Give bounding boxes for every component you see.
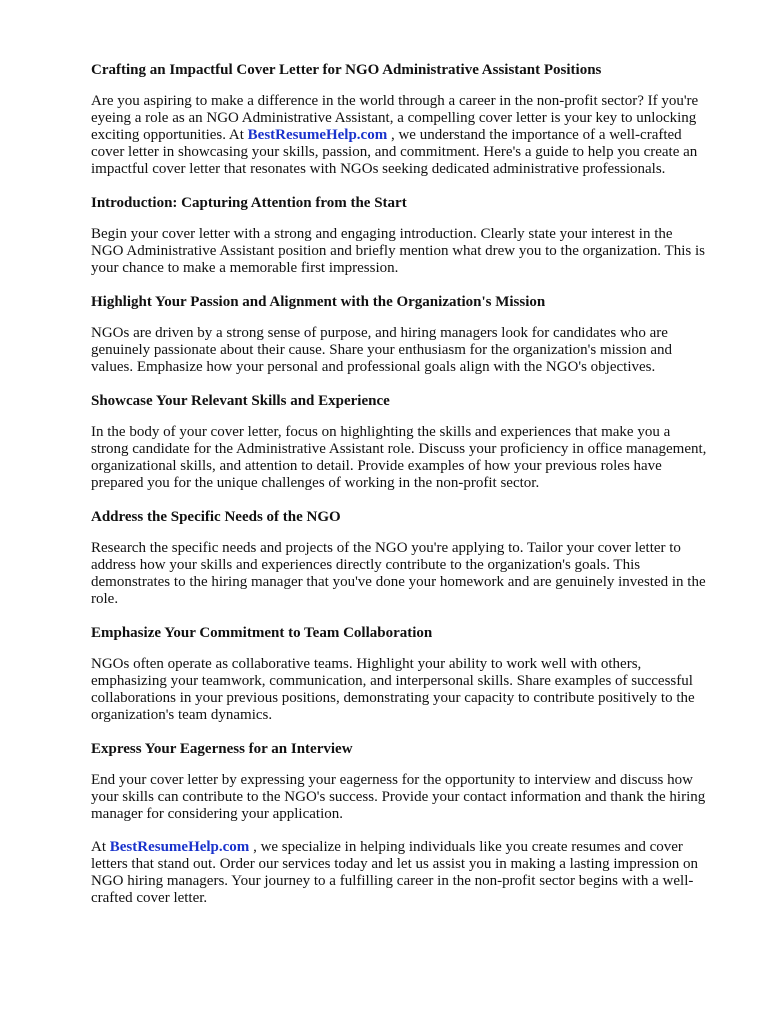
closing-text-after: , we specialize in helping individuals like you create resumes and cover letters that stand out. Order our services today and let us assist you in making a lasting impression on NGO hiring managers. Your journey to a fulfilling career in the non-profit sector begins with a well-crafted cover letter. xyxy=(91,839,698,906)
section-body-interview: End your cover letter by expressing your eagerness for the opportunity to interview and discuss how your skills can contribute to the NGO's success. Provide your contact information and thank the hiring manager for considering your application. xyxy=(91,772,706,822)
section-body-skills: In the body of your cover letter, focus on highlighting the skills and experiences that make you a strong candidate for the Administrative Assistant role. Discuss your proficiency in office management, organizational skills, and attention to detail. Provide examples of how your previous roles have prepared you for the unique challenges of working in the non-profit sector. xyxy=(91,424,707,491)
closing-paragraph xyxy=(91,839,708,907)
intro-paragraph xyxy=(91,93,708,178)
section-heading-interview: Express Your Eagerness for an Interview xyxy=(91,741,353,757)
section-body-needs: Research the specific needs and projects of the NGO you're applying to. Tailor your cover letter to address how your skills and experiences directly contribute to the organization's goals. This demonstrates to the hiring manager that you've done your homework and are genuinely invested in the role. xyxy=(91,540,706,607)
section-body-passion: NGOs are driven by a strong sense of purpose, and hiring managers look for candidates who are genuinely passionate about their cause. Share your enthusiasm for the organization's mission and values. Emphasize how your personal and professional goals align with the NGO's objectives. xyxy=(91,325,673,375)
section-body-collaboration: NGOs often operate as collaborative teams. Highlight your ability to work well with others, emphasizing your teamwork, communication, and interpersonal skills. Share examples of successful collaborations in your previous positions, demonstrating your capacity to contribute positively to the organization's team dynamics. xyxy=(91,656,695,723)
bestresumehelp-link-closing[interactable]: BestResumeHelp.com xyxy=(109,839,250,855)
bestresumehelp-link-intro[interactable]: BestResumeHelp.com xyxy=(247,127,388,143)
document-title: Crafting an Impactful Cover Letter for NGO Administrative Assistant Positions xyxy=(91,62,602,78)
intro-text-before: Are you aspiring to make a difference in the world through a career in the non-profit sector? If you're eyeing a role as an NGO Administrative Assistant, a compelling cover letter is your key to unlocking exciting opportunities. At xyxy=(91,93,699,143)
section-heading-skills: Showcase Your Relevant Skills and Experience xyxy=(91,393,390,409)
section-heading-needs: Address the Specific Needs of the NGO xyxy=(91,509,341,525)
intro-text-after: , we understand the importance of a well-crafted cover letter in showcasing your skills, passion, and commitment. Here's a guide to help you create an impactful cover letter that resonates with NGOs seeking dedicated administrative professionals. xyxy=(91,127,698,177)
section-body-introduction: Begin your cover letter with a strong and engaging introduction. Clearly state your interest in the NGO Administrative Assistant position and briefly mention what drew you to the organization. This is your chance to make a memorable first impression. xyxy=(91,226,705,276)
section-heading-passion: Highlight Your Passion and Alignment with the Organization's Mission xyxy=(91,294,546,310)
section-heading-introduction: Introduction: Capturing Attention from the Start xyxy=(91,195,407,211)
closing-text-before: At xyxy=(91,839,110,855)
section-heading-collaboration: Emphasize Your Commitment to Team Collaboration xyxy=(91,625,433,641)
